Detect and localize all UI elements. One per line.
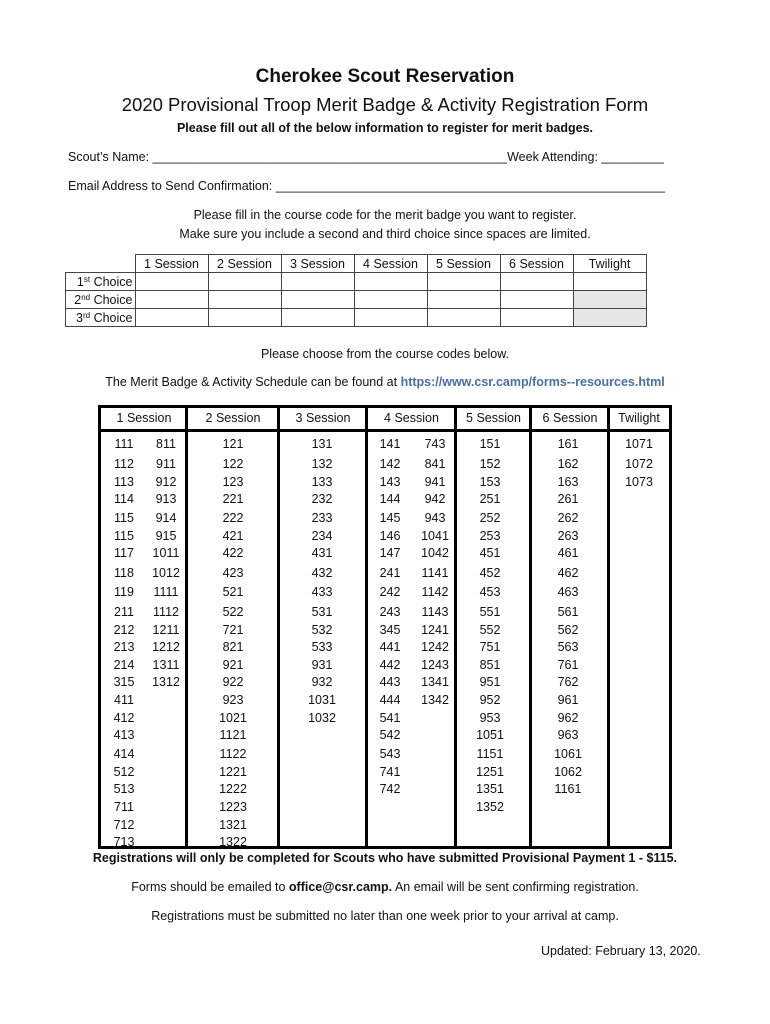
course-code: 144 xyxy=(379,492,401,506)
course-code: 1243 xyxy=(421,658,449,672)
course-code: 521 xyxy=(222,585,244,599)
course-code: 119 xyxy=(114,585,134,599)
course-code: 451 xyxy=(479,546,501,560)
course-code: 943 xyxy=(424,511,446,525)
course-code: 241 xyxy=(379,566,401,580)
course-codes-table xyxy=(98,405,672,849)
choice-col-header: 2 Session xyxy=(208,255,281,273)
course-code: 1352 xyxy=(476,800,504,814)
instruction-line-2: Make sure you include a second and third choice since spaces are limited. xyxy=(179,227,591,241)
codes-col-header: Twilight xyxy=(618,411,660,425)
course-code: 153 xyxy=(479,475,501,489)
course-code: 543 xyxy=(379,747,401,761)
course-code: 117 xyxy=(114,546,134,560)
course-code: 113 xyxy=(114,475,134,489)
course-code: 441 xyxy=(379,640,401,654)
codes-col-header: 2 Session xyxy=(205,411,261,425)
course-code: 1241 xyxy=(421,623,449,637)
course-code: 761 xyxy=(557,658,579,672)
choice-grid-corner xyxy=(66,255,136,273)
course-code: 261 xyxy=(557,492,579,506)
instruction-line-1: Please fill in the course code for the merit badge you want to register. xyxy=(193,208,577,222)
codes-col-header: 4 Session xyxy=(384,411,439,425)
course-code: 914 xyxy=(155,511,177,525)
choice-cell[interactable] xyxy=(135,291,208,309)
course-code: 422 xyxy=(222,546,244,560)
course-code: 963 xyxy=(557,728,579,742)
course-code: 913 xyxy=(155,492,177,506)
course-code: 413 xyxy=(113,728,135,742)
course-code: 561 xyxy=(557,605,579,619)
course-code: 1341 xyxy=(421,675,449,689)
choice-cell[interactable] xyxy=(427,291,500,309)
course-code: 911 xyxy=(156,457,176,471)
course-code: 412 xyxy=(113,711,135,725)
course-code: 751 xyxy=(479,640,501,654)
course-code: 121 xyxy=(222,437,244,451)
choice-grid xyxy=(65,254,647,327)
choice-cell[interactable] xyxy=(500,309,573,327)
course-code: 1211 xyxy=(152,623,180,637)
course-code: 146 xyxy=(379,529,401,543)
forms-note-prefix: Forms should be emailed to xyxy=(131,880,286,894)
choice-cell[interactable] xyxy=(281,291,354,309)
course-code: 915 xyxy=(155,529,177,543)
course-code: 461 xyxy=(557,546,579,560)
course-code: 721 xyxy=(222,623,244,637)
course-code: 1061 xyxy=(554,747,582,761)
course-code: 1031 xyxy=(308,693,336,707)
course-code: 1112 xyxy=(153,605,179,619)
course-code: 952 xyxy=(479,693,501,707)
choice-cell[interactable] xyxy=(208,273,281,291)
course-code: 841 xyxy=(424,457,446,471)
column-divider xyxy=(607,408,610,846)
course-code: 315 xyxy=(113,675,135,689)
course-code: 433 xyxy=(311,585,333,599)
course-code: 462 xyxy=(557,566,579,580)
course-code: 743 xyxy=(424,437,446,451)
course-code: 1051 xyxy=(476,728,504,742)
column-divider xyxy=(277,408,280,846)
deadline-note: Registrations must be submitted no later than one week prior to your arrival at camp. xyxy=(151,909,619,923)
course-code: 1351 xyxy=(476,782,504,796)
choice-cell[interactable] xyxy=(354,291,427,309)
course-code: 512 xyxy=(113,765,135,779)
course-code: 811 xyxy=(156,437,176,451)
course-code: 922 xyxy=(222,675,244,689)
codes-col-header: 3 Session xyxy=(295,411,351,425)
scout-name-line xyxy=(68,150,664,164)
course-code: 414 xyxy=(113,747,135,761)
course-code: 1251 xyxy=(476,765,504,779)
codes-col-header: 6 Session xyxy=(542,411,598,425)
course-code: 1111 xyxy=(153,585,179,599)
course-code: 942 xyxy=(424,492,446,506)
course-code: 532 xyxy=(311,623,333,637)
course-code: 1071 xyxy=(625,437,653,451)
column-divider xyxy=(529,408,532,846)
choice-row xyxy=(66,291,647,309)
course-code: 1221 xyxy=(219,765,247,779)
course-code: 1012 xyxy=(152,566,180,580)
course-code: 421 xyxy=(222,529,244,543)
course-code: 1121 xyxy=(219,728,247,742)
course-code: 851 xyxy=(479,658,501,672)
course-code: 821 xyxy=(222,640,244,654)
choice-cell[interactable] xyxy=(281,273,354,291)
course-code: 951 xyxy=(479,675,501,689)
course-code: 432 xyxy=(311,566,333,580)
course-code: 123 xyxy=(222,475,244,489)
schedule-line xyxy=(0,375,770,389)
choice-row-label: 1st Choice xyxy=(66,273,136,291)
course-code: 115 xyxy=(114,511,134,525)
course-code: 1073 xyxy=(625,475,653,489)
course-code: 1342 xyxy=(421,693,449,707)
course-code: 212 xyxy=(113,623,135,637)
course-code: 522 xyxy=(222,605,244,619)
course-code: 118 xyxy=(114,566,134,580)
choice-cell[interactable] xyxy=(281,309,354,327)
course-code: 442 xyxy=(379,658,401,672)
course-code: 122 xyxy=(222,457,244,471)
choice-cell[interactable] xyxy=(427,309,500,327)
course-code: 251 xyxy=(479,492,501,506)
course-code: 252 xyxy=(479,511,501,525)
course-code: 1312 xyxy=(152,675,180,689)
choose-text: Please choose from the course codes below. xyxy=(260,347,510,361)
course-code: 551 xyxy=(479,605,501,619)
course-code: 143 xyxy=(379,475,401,489)
forms-note-suffix: An email will be sent confirming registration. xyxy=(394,880,639,894)
choice-col-header: 6 Session xyxy=(500,255,573,273)
updated-date: Updated: February 13, 2020. xyxy=(541,944,701,958)
email-label: Email Address to Send Confirmation: xyxy=(68,179,273,193)
course-code: 151 xyxy=(479,437,501,451)
course-code: 213 xyxy=(113,640,135,654)
form-title: Cherokee Scout Reservation xyxy=(255,66,515,87)
choice-cell[interactable] xyxy=(500,273,573,291)
course-code: 214 xyxy=(113,658,135,672)
course-code: 562 xyxy=(557,623,579,637)
choice-col-header: Twilight xyxy=(573,255,646,273)
course-code: 161 xyxy=(557,437,579,451)
course-code: 541 xyxy=(379,711,401,725)
course-code: 921 xyxy=(222,658,244,672)
course-code: 741 xyxy=(379,765,401,779)
week-attending-field[interactable]: _________ xyxy=(601,150,664,164)
choice-col-header: 1 Session xyxy=(135,255,208,273)
course-code: 1011 xyxy=(152,546,180,560)
course-code: 552 xyxy=(479,623,501,637)
course-code: 163 xyxy=(557,475,579,489)
course-code: 211 xyxy=(114,605,134,619)
course-code: 1042 xyxy=(421,546,449,560)
course-code: 1072 xyxy=(625,457,653,471)
choice-row-label: 3rd Choice xyxy=(66,309,136,327)
course-code: 711 xyxy=(114,800,134,814)
choice-row xyxy=(66,273,647,291)
course-code: 1141 xyxy=(421,566,449,580)
course-code: 1212 xyxy=(152,640,180,654)
course-code: 531 xyxy=(311,605,333,619)
choice-cell[interactable] xyxy=(208,291,281,309)
course-code: 453 xyxy=(479,585,501,599)
scout-name-label: Scout’s Name: xyxy=(68,150,150,164)
choice-cell[interactable] xyxy=(427,273,500,291)
course-code: 923 xyxy=(222,693,244,707)
contact-email[interactable]: office@csr.camp. xyxy=(288,880,393,894)
course-code: 1311 xyxy=(152,658,180,672)
choice-row xyxy=(66,309,647,327)
intro-text: Please fill out all of the below information to register for merit badges. xyxy=(176,121,594,135)
scout-name-field[interactable]: ___________________________________________________ xyxy=(152,150,508,164)
course-code: 115 xyxy=(114,529,134,543)
course-code: 1222 xyxy=(219,782,247,796)
schedule-prefix: The Merit Badge & Activity Schedule can be found at xyxy=(105,375,398,389)
choice-cell[interactable] xyxy=(573,273,646,291)
course-code: 234 xyxy=(311,529,333,543)
course-code: 1242 xyxy=(421,640,449,654)
course-code: 953 xyxy=(479,711,501,725)
course-code: 233 xyxy=(311,511,333,525)
course-code: 147 xyxy=(379,546,401,560)
course-code: 162 xyxy=(557,457,579,471)
course-code: 142 xyxy=(379,457,401,471)
course-code: 962 xyxy=(557,711,579,725)
codes-col-header: 1 Session xyxy=(116,411,172,425)
course-code: 1161 xyxy=(554,782,582,796)
course-code: 431 xyxy=(311,546,333,560)
course-code: 563 xyxy=(557,640,579,654)
course-code: 1223 xyxy=(219,800,247,814)
course-code: 423 xyxy=(222,566,244,580)
course-code: 132 xyxy=(311,457,333,471)
course-code: 133 xyxy=(311,475,333,489)
course-code: 713 xyxy=(113,835,135,849)
column-divider xyxy=(365,408,368,846)
course-code: 1151 xyxy=(476,747,504,761)
course-code: 931 xyxy=(311,658,333,672)
form-subtitle: 2020 Provisional Troop Merit Badge & Activity Registration Form xyxy=(121,94,649,115)
choice-cell xyxy=(573,291,646,309)
course-code: 932 xyxy=(311,675,333,689)
email-line xyxy=(68,179,665,193)
course-code: 1032 xyxy=(308,711,336,725)
course-code: 1322 xyxy=(219,835,247,849)
choice-col-header: 3 Session xyxy=(281,255,354,273)
choice-col-header: 4 Session xyxy=(354,255,427,273)
choice-cell[interactable] xyxy=(354,309,427,327)
course-code: 961 xyxy=(557,693,579,707)
choice-cell[interactable] xyxy=(354,273,427,291)
course-code: 941 xyxy=(424,475,446,489)
course-code: 141 xyxy=(379,437,401,451)
course-code: 712 xyxy=(113,818,135,832)
course-code: 253 xyxy=(479,529,501,543)
course-code: 145 xyxy=(379,511,401,525)
week-attending-label: Week Attending: xyxy=(507,150,598,164)
course-code: 452 xyxy=(479,566,501,580)
course-code: 762 xyxy=(557,675,579,689)
email-field[interactable]: ________________________________________________________ xyxy=(275,179,666,193)
course-code: 131 xyxy=(311,437,333,451)
course-code: 1143 xyxy=(421,605,449,619)
course-code: 221 xyxy=(222,492,244,506)
course-code: 443 xyxy=(379,675,401,689)
course-code: 912 xyxy=(155,475,177,489)
course-code: 1321 xyxy=(219,818,247,832)
course-code: 243 xyxy=(379,605,401,619)
course-code: 152 xyxy=(479,457,501,471)
choice-col-header: 5 Session xyxy=(427,255,500,273)
course-code: 463 xyxy=(557,585,579,599)
course-code: 533 xyxy=(311,640,333,654)
choice-cell[interactable] xyxy=(208,309,281,327)
course-code: 112 xyxy=(114,457,134,471)
course-code: 242 xyxy=(379,585,401,599)
course-code: 542 xyxy=(379,728,401,742)
course-code: 513 xyxy=(113,782,135,796)
course-code: 1021 xyxy=(219,711,247,725)
course-code: 1122 xyxy=(219,747,247,761)
codes-col-header: 5 Session xyxy=(466,411,521,425)
choice-cell[interactable] xyxy=(135,309,208,327)
choice-cell xyxy=(573,309,646,327)
course-code: 1062 xyxy=(554,765,582,779)
course-code: 411 xyxy=(114,693,134,707)
course-code: 262 xyxy=(557,511,579,525)
course-code: 1041 xyxy=(421,529,449,543)
choice-cell[interactable] xyxy=(135,273,208,291)
course-code: 232 xyxy=(311,492,333,506)
course-code: 742 xyxy=(379,782,401,796)
course-code: 1142 xyxy=(421,585,449,599)
course-code: 222 xyxy=(222,511,244,525)
forms-note xyxy=(0,880,770,894)
course-code: 444 xyxy=(379,693,401,707)
registration-note: Registrations will only be completed for Scouts who have submitted Provisional Payment 1 - $115. xyxy=(92,851,678,865)
course-code: 263 xyxy=(557,529,579,543)
choice-row-label: 2nd Choice xyxy=(66,291,136,309)
course-code: 345 xyxy=(379,623,401,637)
choice-cell[interactable] xyxy=(500,291,573,309)
schedule-link[interactable]: https://www.csr.camp/forms--resources.html xyxy=(400,375,665,389)
course-code: 114 xyxy=(114,492,134,506)
course-code: 111 xyxy=(114,437,134,451)
